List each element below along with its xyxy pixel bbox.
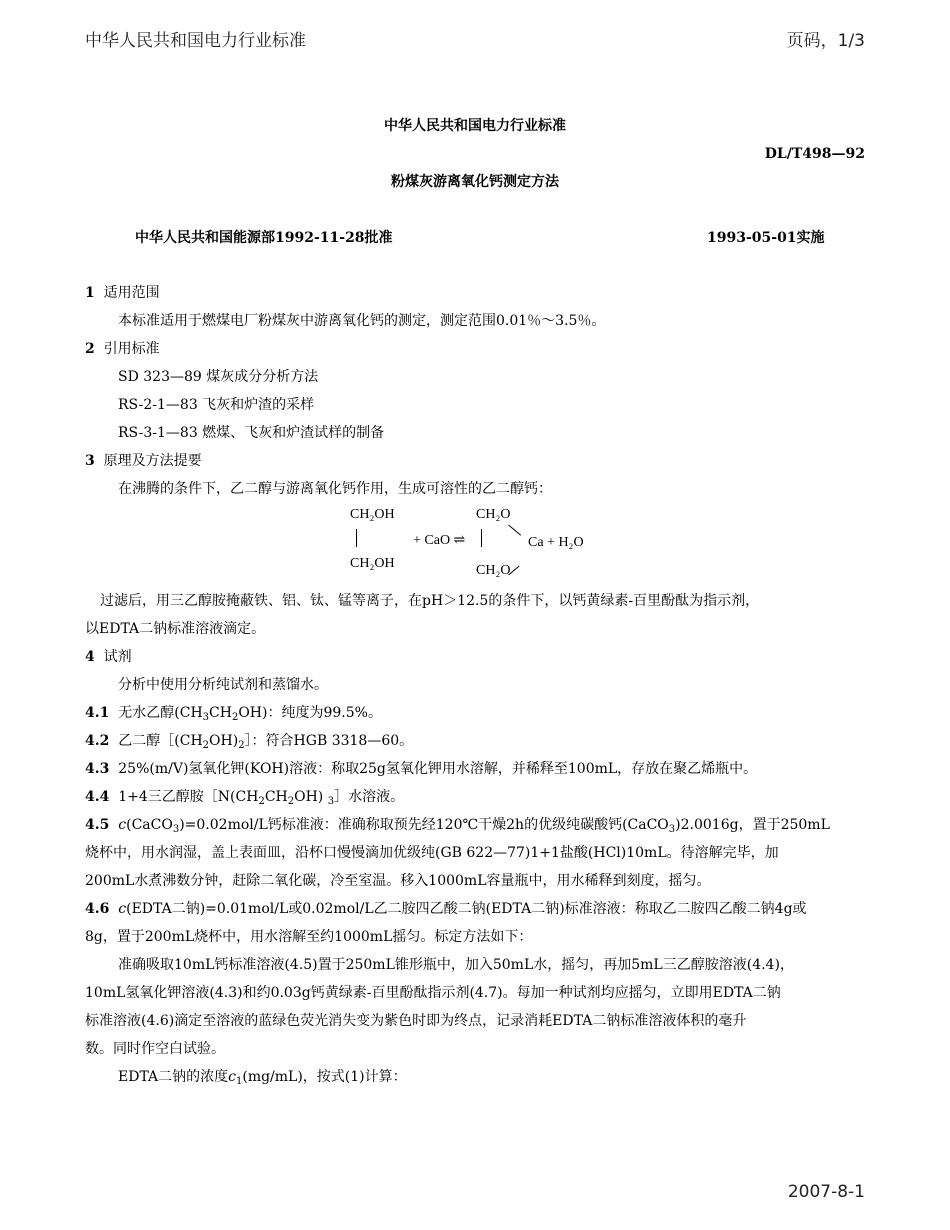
footer-date: 2007-8-1 (787, 1182, 865, 1202)
eq-product-bottom: CH₂O (476, 563, 511, 578)
section-4-heading: 4 试剂 (85, 649, 132, 665)
eq-ethylene-glycol-bottom: CH₂OH (350, 556, 395, 571)
eq-product-top: CH₂O (476, 507, 511, 522)
section-1-text: 本标准适用于燃煤电厂粉煤灰中游离氧化钙的测定，测定范围0.01％～3.5％。 (118, 313, 606, 329)
section-3-heading: 3 原理及方法提要 (85, 453, 202, 469)
item-4-5: 4.5 c(CaCO$_3$)=0.02mol/L钙标准液：准确称取预先经120℃干燥2h的优级纯碳酸钙(CaCO$_3$)2.0016g，置于250mL (85, 817, 830, 835)
eq-bond-left (356, 529, 357, 547)
reference-rs-3-1: RS-3-1—83 燃煤、飞灰和炉渣试样的制备 (118, 425, 385, 441)
eq-bond-right (481, 529, 482, 547)
header-left: 中华人民共和国电力行业标准 (85, 31, 306, 51)
eq-calcium-water: Ca + H₂O (528, 535, 584, 550)
calibration-line-1: 准确吸取10mL钙标准溶液(4.5)置于250mL锥形瓶中，加入50mL水，摇匀，再加5mL三乙醇胺溶液(4.4)， (118, 957, 794, 973)
reference-sd-323: SD 323—89 煤灰成分分析方法 (118, 369, 319, 385)
effective-date: 1993-05-01实施 (707, 230, 825, 246)
eq-ethylene-glycol-top: CH₂OH (350, 507, 395, 522)
section-2-heading: 2 引用标准 (85, 341, 160, 357)
standard-name: 粉煤灰游离氧化钙测定方法 (391, 174, 559, 190)
calibration-line-2: 10mL氢氧化钾溶液(4.3)和约0.03g钙黄绿素-百里酚酞指示剂(4.7)。每加一种试剂均应摇匀，立即用EDTA二钠 (85, 985, 781, 1001)
approval-line: 中华人民共和国能源部1992-11-28批准 (135, 230, 393, 246)
item-4-6-line-2: 8g，置于200mL烧杯中，用水溶解至约1000mL摇匀。标定方法如下： (85, 929, 533, 945)
header-page-number: 页码，1/3 (786, 31, 865, 51)
item-4-4: 4.4 1+4三乙醇胺$[N(CH_2CH_2OH)$ $_3$］水溶液。 (85, 789, 405, 807)
eq-bond-diag-top (508, 525, 521, 536)
section-3-text-2: 过滤后，用三乙醇胺掩蔽铁、铝、钛、锰等离子，在pH＞12.5的条件下，以钙黄绿素-百里酚酞为指示剂， (100, 593, 760, 609)
calibration-line-4: 数。同时作空白试验。 (85, 1041, 225, 1057)
item-4-1: 4.1 无水乙醇$(CH_3CH_2OH)$：纯度为99.5%。 (85, 705, 382, 723)
calibration-line-3: 标准溶液(4.6)滴定至溶液的蓝绿色荧光消失变为紫色时即为终点，记录消耗EDTA二钠标准溶液体积的毫升 (85, 1013, 747, 1029)
section-1-heading: 1 适用范围 (85, 285, 160, 301)
edta-concentration-line: EDTA二钠的浓度$c_1(mg/mL)$，按式(1)计算： (118, 1069, 407, 1087)
section-3-text-3: 以EDTA二钠标准溶液滴定。 (85, 621, 266, 637)
reference-rs-2-1: RS-2-1—83 飞灰和炉渣的采样 (118, 397, 315, 413)
sections-1-3 (85, 279, 865, 503)
eq-plus-cao: + CaO ⇌ (413, 533, 466, 548)
section-3-text: 在沸腾的条件下，乙二醇与游离氧化钙作用，生成可溶性的乙二醇钙： (118, 481, 552, 497)
sections-3-4 (85, 587, 865, 1091)
standard-code: DL/T498—92 (764, 146, 865, 162)
item-4-5-line-3: 200mL水煮沸数分钟，赶除二氧化碳，冷至室温。移入1000mL容量瓶中，用水稀释到刻度，摇匀。 (85, 873, 711, 889)
standard-org-title: 中华人民共和国电力行业标准 (384, 118, 566, 134)
item-4-5-line-2: 烧杯中，用水润湿，盖上表面皿，沿杯口慢慢滴加优级纯(GB 622—77)1+1盐酸(HCl)10mL。待溶解完毕，加 (85, 845, 779, 861)
chemical-equation (345, 505, 615, 585)
item-4-2: 4.2 乙二醇$[(CH_2OH)_2]$：符合HGB 3318—60。 (85, 733, 414, 751)
section-4-text: 分析中使用分析纯试剂和蒸馏水。 (118, 677, 328, 693)
item-4-3: 4.3 25%(m/V)氢氧化钾(KOH)溶液：称取25g氢氧化钾用水溶解，并稀释至100mL，存放在聚乙烯瓶中。 (85, 761, 758, 777)
item-4-6: 4.6 c(EDTA二钠)=0.01mol/L或0.02mol/L乙二胺四乙酸二钠(EDTA二钠)标准溶液：称取乙二胺四乙酸二钠4g或 (85, 901, 807, 917)
